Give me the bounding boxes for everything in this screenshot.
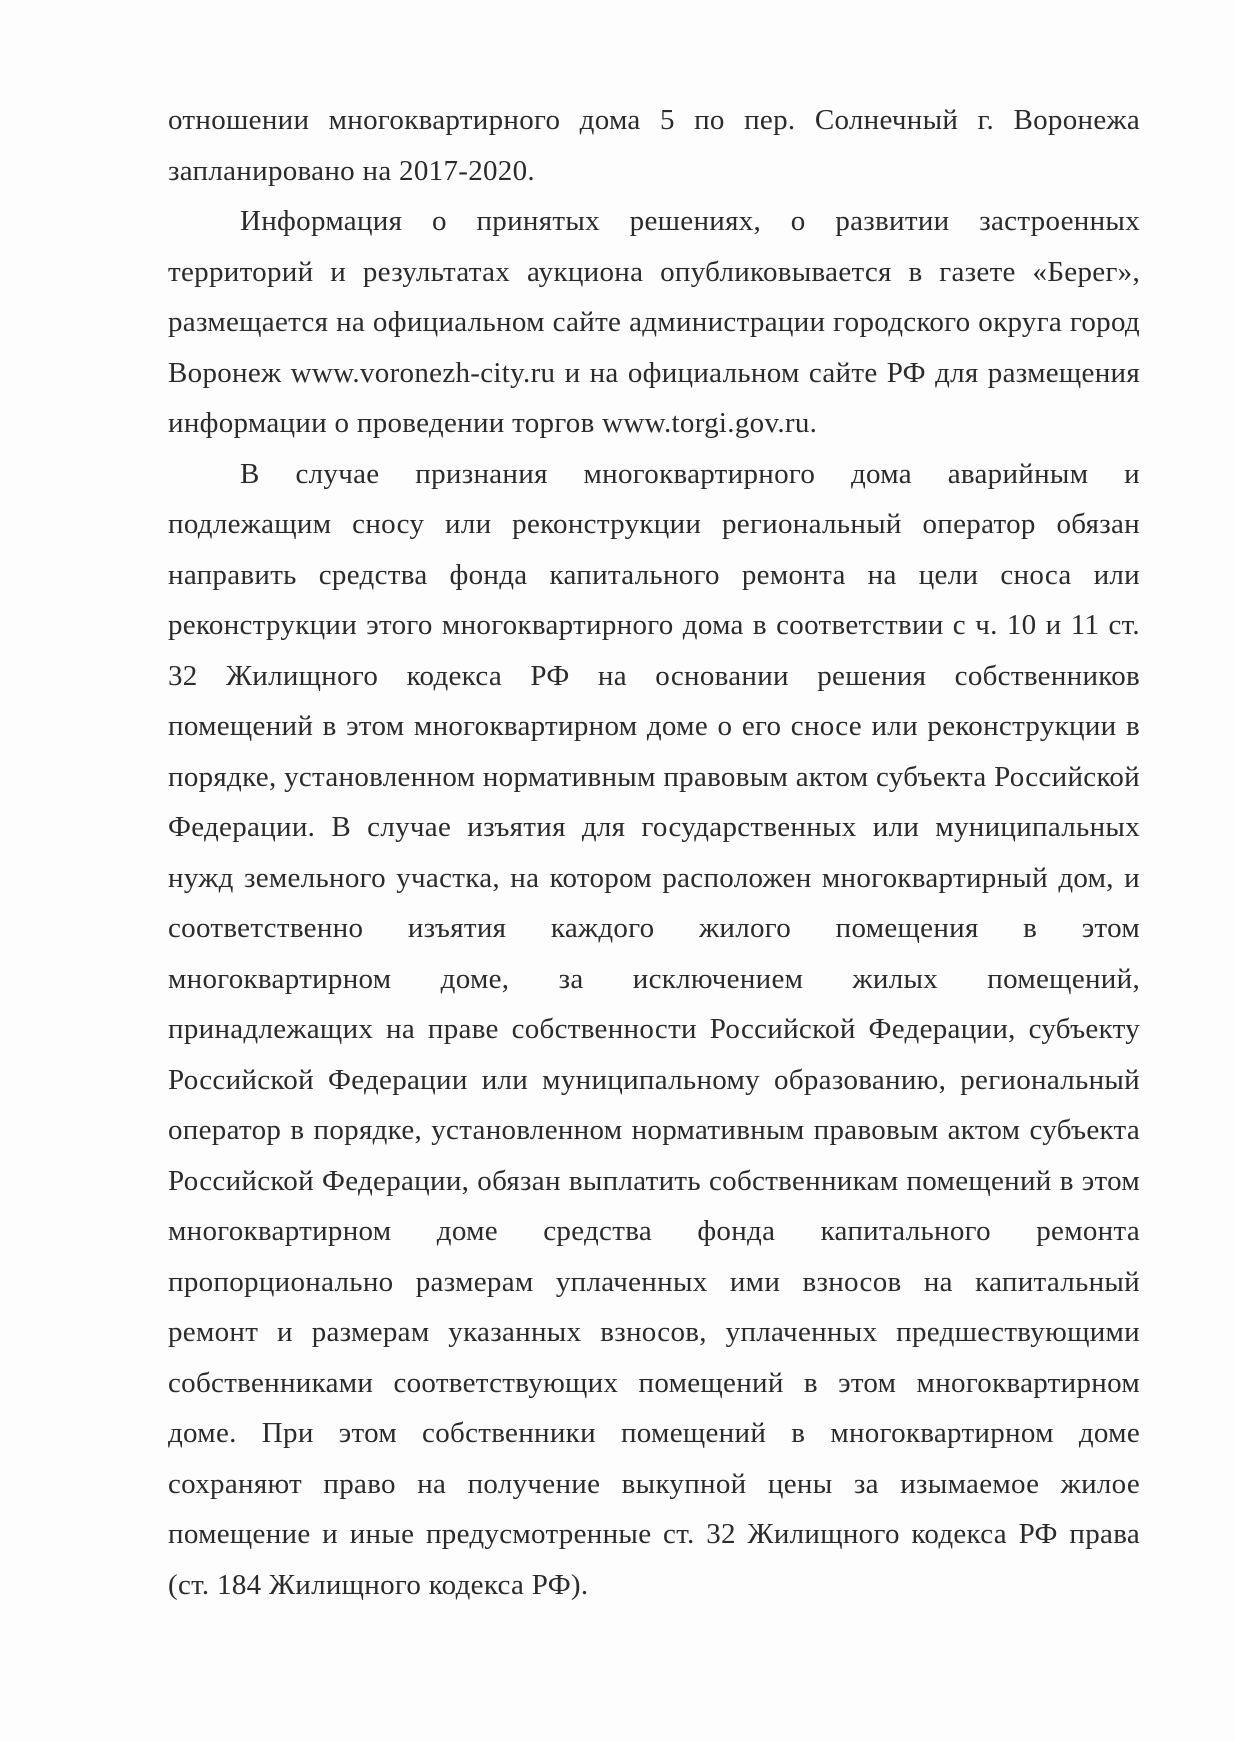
document-body xyxy=(168,95,1140,1610)
paragraph-continuation: отношении многоквартирного дома 5 по пер. Солнечный г. Воронежа запланировано на 2017-2020. xyxy=(168,104,1140,187)
paragraph-emergency-demolition: В случае признания многоквартирного дома аварийным и подлежащим сносу или реконструкции региональный оператор обязан направить средства фонда капитального ремонта на цели сноса или реконструкции этого многоквартирного дома в соответствии с ч. 10 и 11 ст. 32 Жилищного кодекса РФ на основании решения собственников помещений в этом многоквартирном доме о его сносе или реконструкции в порядке, установленном нормативным правовым актом субъекта Российской Федерации. В случае изъятия для государственных или муниципальных нужд земельного участка, на котором расположен многоквартирный дом, и соответственно изъятия каждого жилого помещения в этом многоквартирном доме, за исключением жилых помещений, принадлежащих на праве собственности Российской Федерации, субъекту Российской Федерации или муниципальному образованию, региональный оператор в порядке, установленном нормативным правовым актом субъекта Российской Федерации, обязан выплатить собственникам помещений в этом многоквартирном доме средства фонда капитального ремонта пропорционально размерам уплаченных ими взносов на капитальный ремонт и размерам указанных взносов, уплаченных предшествующими собственниками соответствующих помещений в этом многоквартирном доме. При этом собственники помещений в многоквартирном доме сохраняют право на получение выкупной цены за изымаемое жилое помещение и иные предусмотренные ст. 32 Жилищного кодекса РФ права (ст. 184 Жилищного кодекса РФ). xyxy=(168,457,1140,1601)
paragraph-publication-info: Информация о принятых решениях, о развитии застроенных территорий и результатах аукциона опубликовывается в газете «Берег», размещается на официальном сайте администрации городского округа город Воронеж www.voronezh-city.ru и на официальном сайте РФ для размещения информации о проведении торгов www.torgi.gov.ru. xyxy=(168,205,1140,439)
